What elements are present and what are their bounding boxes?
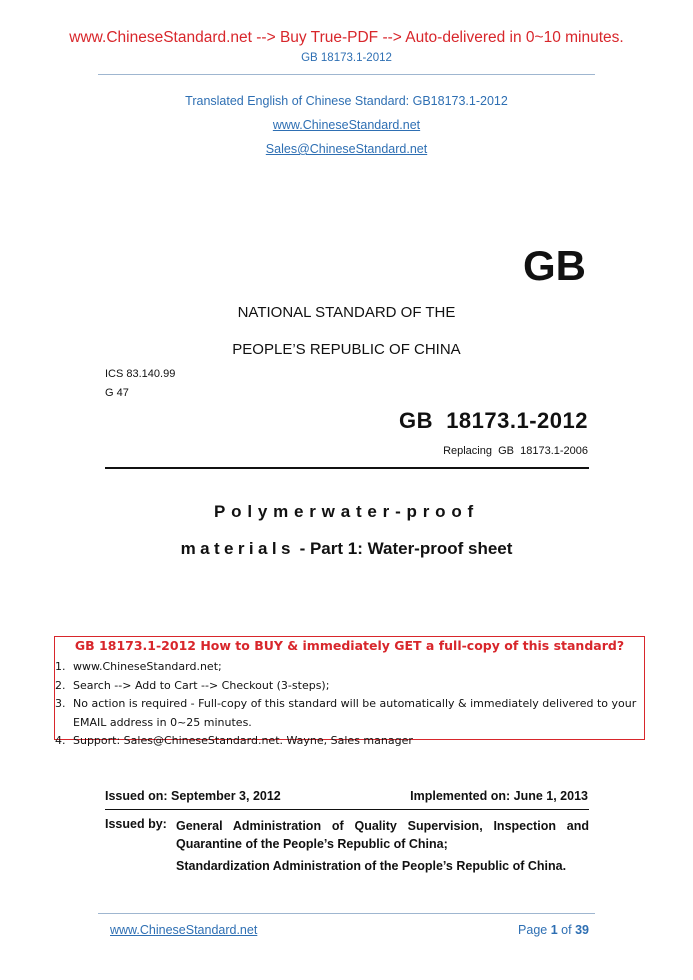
list-item-number: 3. bbox=[55, 697, 66, 710]
list-item-text[interactable]: www.ChineseStandard.net; bbox=[73, 660, 222, 673]
list-item-number: 2. bbox=[55, 678, 66, 692]
header-doc-id: GB 18173.1-2012 bbox=[301, 52, 392, 64]
title-rest: - Part 1: Water-proof sheet bbox=[294, 539, 513, 558]
national-standard-line1: NATIONAL STANDARD OF THE bbox=[237, 304, 456, 321]
g-code: G 47 bbox=[105, 387, 129, 399]
issued-on-date: Issued on: September 3, 2012 bbox=[105, 789, 281, 803]
website-link[interactable]: www.ChineseStandard.net bbox=[272, 118, 421, 132]
replacing-note: Replacing GB 18173.1-2006 bbox=[443, 445, 588, 457]
list-item-number: 4. bbox=[55, 734, 66, 747]
issued-by-label: Issued by: bbox=[105, 817, 167, 831]
implemented-on-date: Implemented on: June 1, 2013 bbox=[410, 789, 588, 803]
list-item bbox=[55, 695, 640, 732]
document-title-line2 bbox=[0, 539, 693, 559]
list-item-text: No action is required - Full-copy of this standard will be automatically & immediately delivered to your EMAIL address in 0~25 minutes. bbox=[73, 697, 637, 729]
document-title-line1: Polymerwater-proof bbox=[214, 502, 479, 521]
ics-code: ICS 83.140.99 bbox=[105, 368, 176, 380]
footer-divider bbox=[98, 913, 595, 914]
dates-divider bbox=[105, 809, 589, 810]
issuing-org-2: Standardization Administration of the People’s Republic of China. bbox=[176, 859, 567, 873]
title-divider bbox=[105, 467, 589, 469]
page-total: 39 bbox=[575, 923, 589, 937]
buy-info-box bbox=[54, 636, 645, 747]
translated-note: Translated English of Chinese Standard: GB18173.1-2012 bbox=[185, 94, 508, 108]
footer-website-link[interactable]: www.ChineseStandard.net bbox=[110, 923, 258, 937]
email-link[interactable]: Sales@ChineseStandard.net bbox=[265, 142, 428, 156]
header-divider bbox=[98, 74, 595, 75]
list-item-number: 1. bbox=[55, 660, 66, 673]
national-standard-line2: PEOPLE’S REPUBLIC OF CHINA bbox=[232, 341, 461, 358]
buy-steps-list bbox=[55, 658, 640, 751]
list-item bbox=[55, 677, 640, 696]
title-spaced-word: materials bbox=[180, 539, 295, 558]
page-current: 1 bbox=[550, 923, 558, 937]
list-item bbox=[55, 658, 640, 677]
issued-by-organizations bbox=[176, 817, 589, 879]
page-indicator bbox=[518, 923, 589, 937]
page-of: of bbox=[561, 923, 572, 937]
page-label: Page bbox=[518, 923, 548, 937]
issuing-org-1: General Administration of Quality Supervision, Inspection and Quarantine of the People’s Republic of China; bbox=[176, 819, 589, 851]
list-item-text: Search --> Add to Cart --> Checkout (3-steps); bbox=[73, 678, 330, 692]
top-banner[interactable]: www.ChineseStandard.net --> Buy True-PDF --> Auto-delivered in 0~10 minutes. bbox=[69, 29, 624, 46]
standard-number: GB 18173.1-2012 bbox=[398, 408, 588, 433]
list-item-text: Support: Sales@ChineseStandard.net. Wayne, Sales manager bbox=[73, 734, 413, 747]
list-item bbox=[55, 732, 640, 751]
buy-box-heading: GB 18173.1-2012 How to BUY & immediately GET a full-copy of this standard? bbox=[74, 638, 625, 653]
gb-mark: GB bbox=[523, 242, 586, 289]
